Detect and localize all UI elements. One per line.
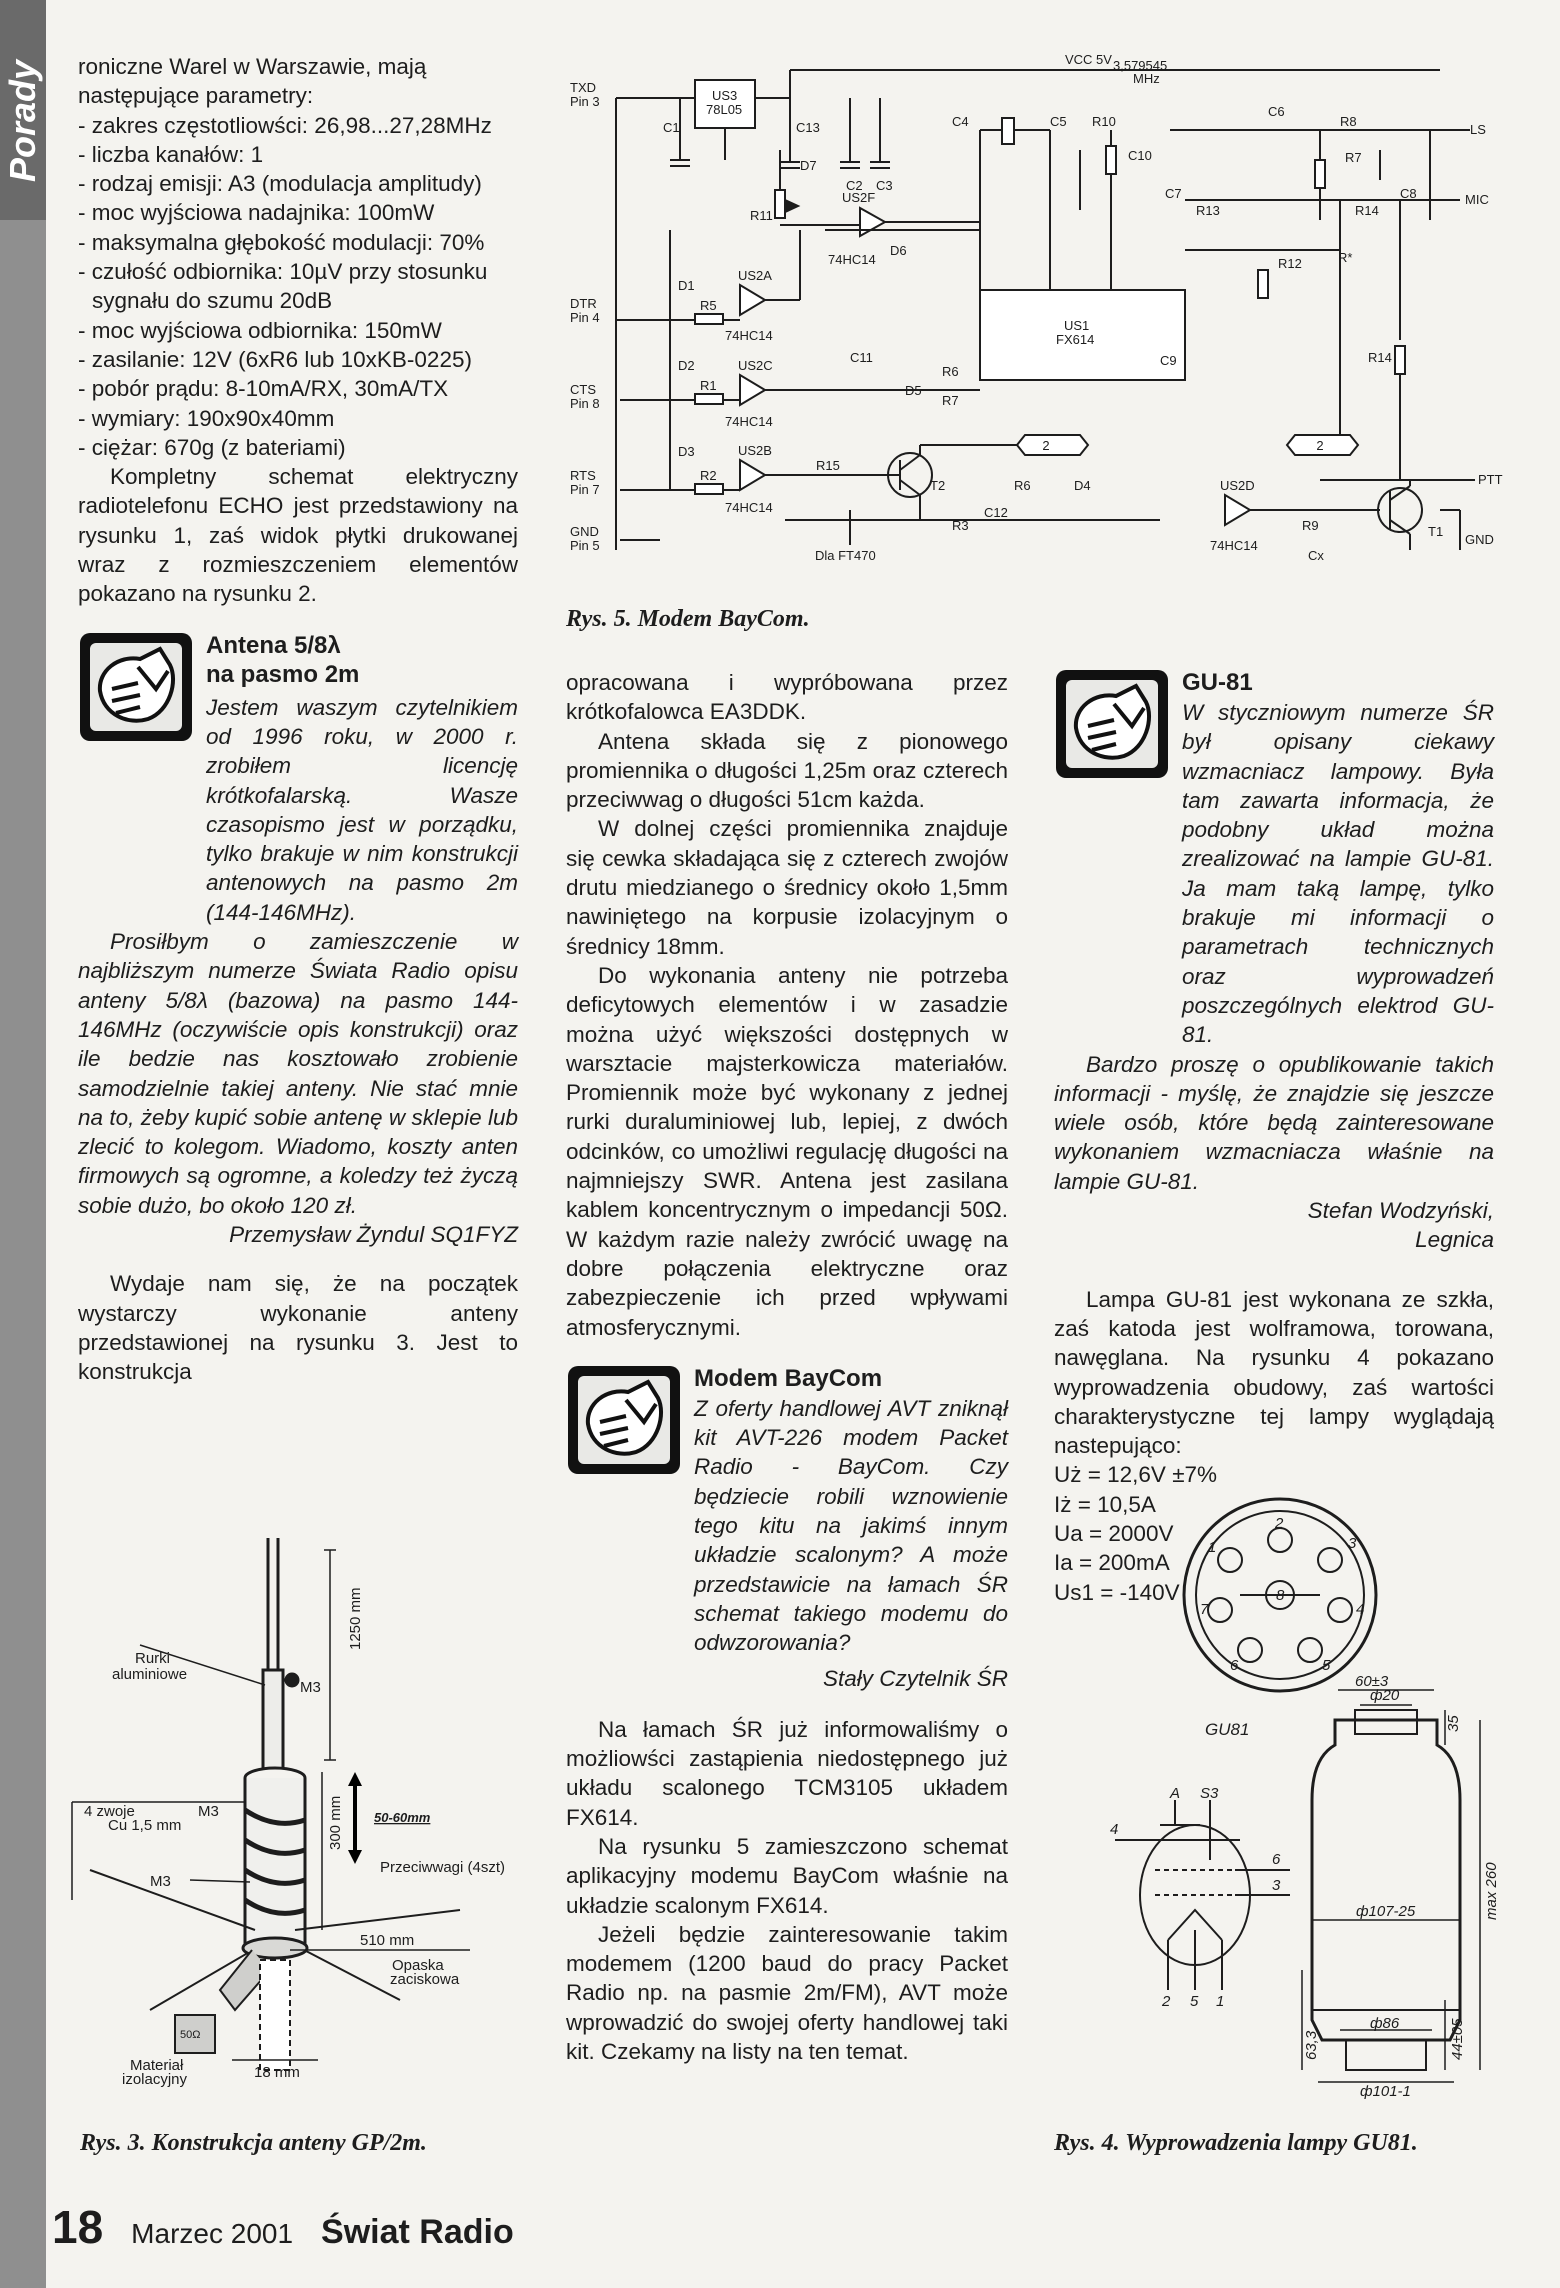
rstar-label: R*: [1338, 250, 1353, 265]
column-1: [78, 52, 518, 1386]
magazine-name: Świat Radio: [321, 2213, 514, 2251]
label-18: 18 mm: [254, 2064, 300, 2081]
rts-label: RTS Pin 7: [570, 468, 600, 497]
c10-label: C10: [1128, 148, 1152, 163]
tube-figure: [1050, 1500, 1510, 2100]
antenna-title-2: na pasmo 2m: [206, 660, 360, 688]
label-m3-mid: M3: [198, 1803, 219, 1820]
xtal-label: 3,579545 MHz: [1113, 58, 1168, 86]
c2-label: C2: [846, 178, 863, 193]
usc-label: US2C: [738, 358, 773, 373]
c4-label: C4: [952, 114, 969, 129]
gu81-value: Us1 = -140V: [1054, 1579, 1180, 1605]
col1-intro: roniczne Warel w Warszawie, mają następujące parametry:: [78, 54, 427, 109]
param-item: - liczba kanałów: 1: [78, 141, 264, 167]
dim-101: ф101-1: [1360, 2083, 1411, 2100]
r10-label: R10: [1092, 114, 1116, 129]
sym-2: 2: [1162, 1993, 1171, 2010]
dim-60: 60±3: [1355, 1673, 1389, 1690]
param-item: - moc wyjściowa odbiornika: 150mW: [78, 317, 442, 343]
usf-label: US2F: [842, 190, 876, 205]
r1-label: R1: [700, 378, 717, 393]
dim-107: ф107-25: [1356, 1903, 1416, 1920]
dim-20: ф20: [1370, 1687, 1400, 1704]
r12-label: R12: [1278, 256, 1302, 271]
sym-5: 5: [1190, 1993, 1199, 2010]
dim-max260: max 260: [1483, 1862, 1500, 1920]
pin-2: 2: [1275, 1515, 1284, 1532]
r5-label: R5: [700, 298, 717, 313]
d6-label: D6: [890, 243, 907, 258]
params-list: [78, 111, 518, 463]
label-1250: 1250 mm: [347, 1587, 364, 1650]
param-item: - zakres częstotliowści: 26,98...27,28MHz: [78, 112, 492, 138]
modem-schematic: [560, 50, 1503, 590]
antenna-letter-1: Jestem waszym czytelnikiem od 1996 roku, w 2000 r. zrobiłem licencję krótkofalarską. Wasze czasopismo jest w porządku, tylko brakuje w nim konstrukcji antenowych na pasmo 2m (144-146MHz).: [206, 694, 518, 925]
column-2: [566, 668, 1008, 2066]
gu81-title: GU-81: [1182, 669, 1253, 696]
out-ptt: PTT: [1478, 472, 1503, 487]
r14-label: R14: [1355, 203, 1379, 218]
t1-label: T1: [1428, 524, 1444, 539]
gate-d: 74HC14: [1210, 538, 1258, 553]
param-item: - wymiary: 190x90x40mm: [78, 405, 335, 431]
c6-label: C6: [1268, 104, 1285, 119]
gnd-label: GND Pin 5: [570, 524, 600, 553]
label-5060: 50-60mm: [374, 1810, 431, 1825]
cts-label: CTS Pin 8: [570, 382, 600, 411]
gu81-answer: Lampa GU-81 jest wykonana ze szkła, zaś katoda jest wolframowa, torowana, nawęglana. Na rysunku 4 pokazano wyprowadzenia obudowy, zaś wartości charakterystyczne tej lampy wyglądają nastepująco:: [1054, 1286, 1494, 1459]
r14b-label: R14: [1368, 350, 1392, 365]
sym-6: 6: [1272, 1851, 1281, 1868]
label-510: 510 mm: [360, 1932, 415, 1949]
gu81-letter-1: W styczniowym numerze ŚR był opisany ciekawy wzmacniacz lampowy. Była tam zawarta informacja, że podobny układ można zrealizować na lampie GU-81. Ja mam taką lampę, tylko brakuje mi informacji o parametrach technicznych oraz wyprowadzeń poszczególnych elektrod GU-81.: [1182, 700, 1494, 1048]
modem-letter: Z oferty handlowej AVT zniknął kit AVT-226 modem Packet Radio - BayCom. Czy będziecie robili wznowienie tego kitu na jakimś innym układzie scalonym? A może przedstawicie na łamach ŚR schemat takiego modemu do odwzorowania?: [694, 1395, 1008, 1656]
antenna-title-1: Antena 5/8λ: [206, 631, 341, 659]
dim-44: 44±05: [1449, 2018, 1466, 2060]
label-przeciwwagi: Przeciwwagi (4szt): [380, 1859, 506, 1876]
r3-label: R3: [952, 518, 969, 533]
col2-m3: Jeżeli będzie zainteresowanie takim modemem (1200 baud do pracy Packet Radio np. na pasmie 2m/FM), AVT może wprowadzić do swojej oferty handlowej taki kit. Czekamy na listy na ten temat.: [566, 1921, 1008, 2065]
ft470-label: Dla FT470: [815, 548, 876, 563]
pin-8: 8: [1276, 1587, 1285, 1604]
letter-icon: [1054, 668, 1170, 780]
t2-label: T2: [930, 478, 946, 493]
r2-label: R2: [700, 468, 717, 483]
label-material: Materiał izolacyjny: [122, 2057, 188, 2088]
pin-6: 6: [1230, 1657, 1239, 1674]
sym-a: A: [1170, 1785, 1181, 1802]
gate-a: 74HC14: [725, 328, 773, 343]
gu81-value: Iż = 10,5A: [1054, 1491, 1156, 1517]
bus-2-left: 2: [1042, 438, 1050, 453]
param-item: - czułość odbiornika: 10µV przy stosunku sygnału do szumu 20dB: [78, 259, 488, 314]
d5-label: D5: [905, 383, 922, 398]
sym-1: 1: [1216, 1993, 1225, 2010]
col2-p3: W dolnej części promiennika znajduje się cewka składająca się z czterech zwojów drutu miedzianego o średnicy około 1,5mm nawiniętego na korpusie izolacyjnym o średnicy 18mm.: [566, 816, 1008, 959]
gate-c: 74HC14: [725, 414, 773, 429]
txd-label: TXD Pin 3: [570, 80, 600, 109]
r15-label: R15: [816, 458, 840, 473]
tube-type: GU81: [1205, 1720, 1250, 1739]
bus-2-right: 2: [1316, 438, 1324, 453]
col2-p2: Antena składa się z pionowego promiennika o długości 1,25m oraz czterech przeciwwag o długości 51cm każda.: [566, 728, 1008, 813]
modem-title: Modem BayCom: [694, 1364, 883, 1392]
c5-label: C5: [1050, 114, 1067, 129]
label-zwoje: 4 zwoje Cu 1,5 mm: [84, 1803, 182, 1834]
gu81-value: Ua = 2000V: [1054, 1521, 1174, 1547]
gu81-letter-2: Bardzo proszę o opublikowanie takich informacji - myślę, że znajdzie się jeszcze wiele osób, które będą zainteresowane wykonaniem wzmacniacza właśnie na lampie GU-81.: [1054, 1051, 1494, 1194]
col2-p4: Do wykonania anteny nie potrzeba deficytowych elementów i w zasadzie można użyć większości dostępnych w warsztacie majsterkowicza materiałów. Promiennik może być wykonany z jednej rurki duraluminiowej lub, lepiej, z dwóch odcinków, co umożliwi regulację długości na najmniejszy SWR. Antena jest zasilana kablem koncentrycznym o impedancji 50Ω. W każdym razie należy zwrócić uwagę na dobre połączenia elektryczne oraz zabezpieczenie ich przed wpływami atmosferycznymi.: [566, 962, 1008, 1340]
pin-4: 4: [1356, 1601, 1365, 1618]
label-300: 300 mm: [327, 1795, 344, 1850]
c8-label: C8: [1400, 186, 1417, 201]
out-ls: LS: [1470, 122, 1486, 137]
usa-label: US2A: [738, 268, 772, 283]
gate-b: 74HC14: [725, 500, 773, 515]
sym-3: 3: [1272, 1877, 1281, 1894]
gu81-sig-city: Legnica: [1415, 1227, 1494, 1253]
antenna-figure: [70, 1520, 506, 2090]
col1-after: Kompletny schemat elektryczny radiotelefonu ECHO jest przedstawiony na rysunku 1, zaś widok płytki drukowanej wraz z rozmieszczeniem elementów pokazano na rysunku 2.: [78, 464, 518, 607]
fig5-caption: Rys. 5. Modem BayCom.: [566, 606, 810, 632]
pin-1: 1: [1208, 1539, 1217, 1556]
c1-label: C1: [663, 120, 680, 135]
col2-p1: opracowana i wypróbowana przez krótkofalowca EA3DDK.: [566, 670, 1008, 725]
dim-633: 63,3: [1303, 2030, 1320, 2060]
usb-label: US2B: [738, 443, 772, 458]
issue-date: Marzec 2001: [131, 2218, 294, 2249]
param-item: - maksymalna głębokość modulacji: 70%: [78, 229, 485, 255]
param-item: - pobór prądu: 8-10mA/RX, 30mA/TX: [78, 376, 449, 402]
fig4-caption: Rys. 4. Wyprowadzenia lampy GU81.: [1054, 2130, 1418, 2156]
gate-f: 74HC14: [828, 252, 876, 267]
side-strip: [0, 0, 46, 2288]
gu81-sig-name: Stefan Wodzyński,: [1307, 1198, 1494, 1224]
label-m3-top: M3: [300, 1679, 321, 1696]
letter-icon: [566, 1364, 682, 1476]
r13-label: R13: [1196, 203, 1220, 218]
label-opaska: Opaska zaciskowa: [390, 1957, 460, 1988]
us3-label: US3 78L05: [706, 88, 743, 117]
param-item: - moc wyjściowa nadajnika: 100mW: [78, 200, 435, 226]
dim-35: 35: [1445, 1715, 1462, 1732]
c3-label: C3: [876, 178, 893, 193]
modem-signature: Stały Czytelnik ŚR: [822, 1665, 1008, 1691]
r7-label: R7: [1345, 150, 1362, 165]
col2-m1: Na łamach ŚR już informowaliśmy o możliowści zastąpienia niedostępnego już układu scalonego TCM3105 układem FX614.: [566, 1716, 1008, 1830]
r9-label: R9: [1302, 518, 1319, 533]
out-mic: MIC: [1465, 192, 1489, 207]
c9-label: C9: [1160, 353, 1177, 368]
r8-label: R8: [1340, 114, 1357, 129]
r11-label: R11: [750, 208, 773, 223]
r6b-label: R6: [1014, 478, 1031, 493]
cx-label: Cx: [1308, 548, 1324, 563]
d4-label: D4: [1074, 478, 1091, 493]
sym-s3: S3: [1200, 1785, 1219, 1802]
out-gnd: GND: [1465, 532, 1494, 547]
page-footer: [52, 2200, 514, 2254]
c12-label: C12: [984, 505, 1008, 520]
dim-86: ф86: [1370, 2015, 1400, 2032]
label-rurki: Rurki aluminiowe: [112, 1650, 188, 1683]
col2-m2: Na rysunku 5 zamieszczono schemat aplikacyjny modemu BayCom właśnie na układzie scalonym FX614.: [566, 1833, 1008, 1918]
d3-label: D3: [678, 444, 695, 459]
param-item: - zasilanie: 12V (6xR6 lub 10xKB-0225): [78, 346, 472, 372]
d7-label: D7: [800, 158, 817, 173]
d2-label: D2: [678, 358, 695, 373]
param-item: - rodzaj emisji: A3 (modulacja amplitudy): [78, 171, 482, 197]
r7b-label: R7: [942, 393, 959, 408]
c11-label: C11: [850, 350, 873, 365]
sym-4: 4: [1110, 1821, 1119, 1838]
gu81-value: Uż = 12,6V ±7%: [1054, 1462, 1218, 1488]
label-socket: 50Ω: [180, 2029, 201, 2041]
pin-7: 7: [1200, 1601, 1209, 1618]
d1-label: D1: [678, 278, 695, 293]
pin-3: 3: [1348, 1535, 1357, 1552]
usd-label: US2D: [1220, 478, 1255, 493]
column-3: [1054, 668, 1494, 1607]
vcc-label: VCC 5V: [1065, 52, 1112, 67]
pin-5: 5: [1322, 1657, 1331, 1674]
c13-label: C13: [796, 120, 820, 135]
dtr-label: DTR Pin 4: [570, 296, 600, 325]
label-m3-low: M3: [150, 1873, 171, 1890]
gu81-value: Ia = 200mA: [1054, 1550, 1170, 1576]
letter-icon: [78, 631, 194, 743]
c7-label: C7: [1165, 186, 1182, 201]
antenna-answer: Wydaje nam się, że na początek wystarczy wykonanie anteny przedstawionej na rysunku 3. Jest to konstrukcja: [78, 1271, 518, 1385]
section-tag: Porady: [2, 59, 43, 183]
us1-label: US1 FX614: [1056, 318, 1095, 347]
antenna-signature: Przemysław Żyndul SQ1FYZ: [229, 1221, 518, 1247]
antenna-letter-2: Prosiłbym o zamieszczenie w najbliższym numerze Świata Radio opisu anteny 5/8λ (bazowa) na pasmo 144-146MHz (oczywiście opis konstrukcji) oraz ile bedzie nas kosztowało zrobienie samodzielnie takiej anteny. Nie stać mnie na to, żeby kupić sobie antenę w sklepie lub zlecić to kolegom. Wiadomo, koszty anten firmowych są ogromne, a koledzy też życzą sobie dużo, bo około 120 zł.: [78, 929, 518, 1218]
param-item: - ciężar: 670g (z bateriami): [78, 434, 346, 460]
fig3-caption: Rys. 3. Konstrukcja anteny GP/2m.: [80, 2130, 427, 2156]
r6-label: R6: [942, 364, 959, 379]
page-number: 18: [52, 2201, 104, 2253]
